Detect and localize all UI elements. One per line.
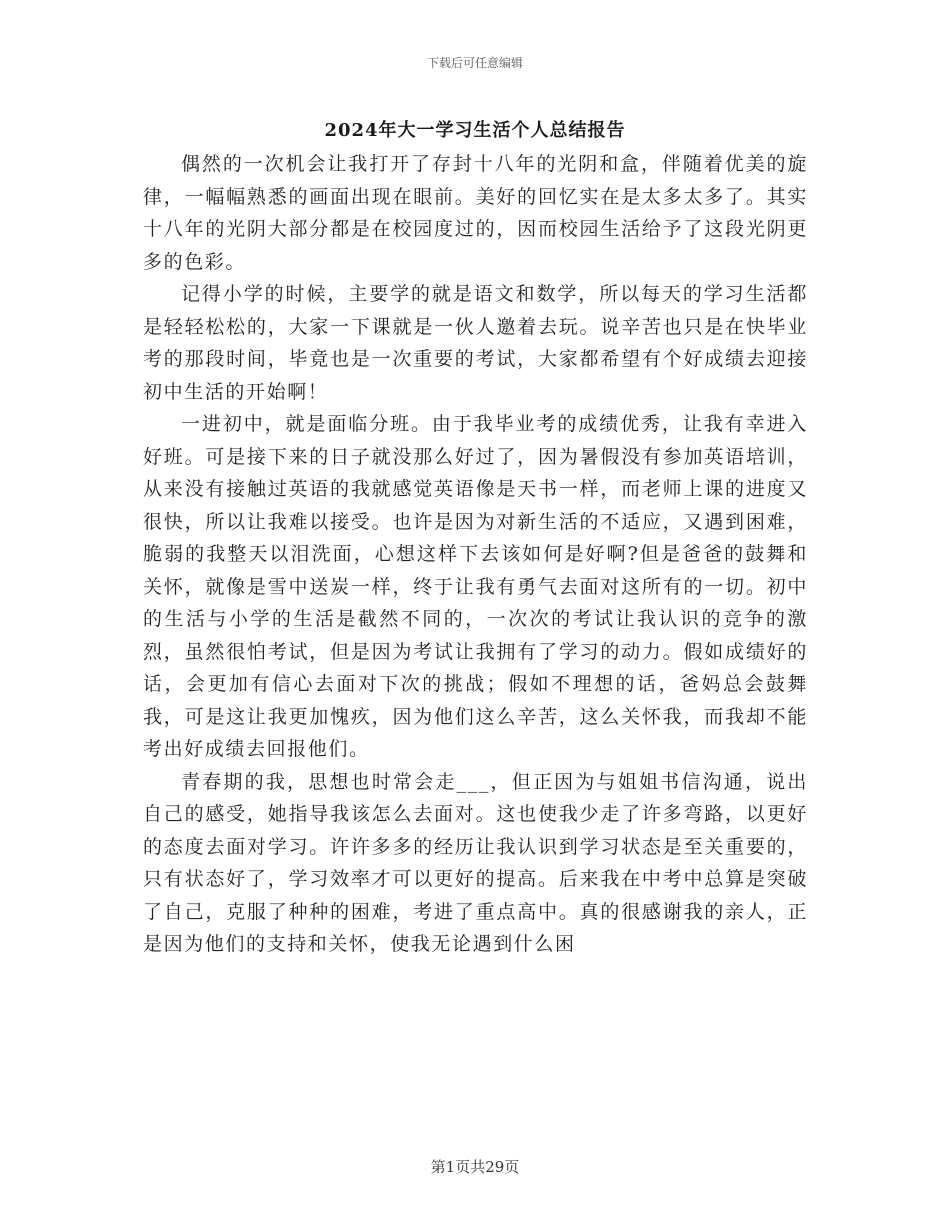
paragraph: 记得小学的时候，主要学的就是语文和数学，所以每天的学习生活都是轻轻松松的，大家一下课就是一伙人邀着去玩。说辛苦也只是在快毕业考的那段时间，毕竟也是一次重要的考试，大家都希望有个好成绩去迎接初中生活的开始啊！	[143, 283, 808, 403]
page-footer: 第1页共29页	[430, 1158, 520, 1176]
header-note: 下载后可任意编辑	[426, 56, 523, 70]
paragraph: 一进初中，就是面临分班。由于我毕业考的成绩优秀，让我有幸进入好班。可是接下来的日子就没那么好过了，因为暑假没有参加英语培训，从来没有接触过英语的我就感觉英语像是天书一样，而老师上课的进度又很快，所以让我难以接受。也许是因为对新生活的不适应，又遇到困难，脆弱的我整天以泪洗面，心想这样下去该如何是好啊?但是爸爸的鼓舞和关怀，就像是雪中送炭一样，终于让我有勇气去面对这所有的一切。初中的生活与小学的生活是截然不同的，一次次的考试让我认识的竞争的激烈，虽然很怕考试，但是因为考试让我拥有了学习的动力。假如成绩好的话，会更加有信心去面对下次的挑战；假如不理想的话，爸妈总会鼓舞我，可是这让我更加愧疚，因为他们这么辛苦，这么关怀我，而我却不能考出好成绩去回报他们。	[143, 413, 808, 760]
document-title: 2024年大一学习生活个人总结报告	[324, 120, 626, 141]
paragraph: 青春期的我，思想也时常会走___，但正因为与姐姐书信沟通，说出自己的感受，她指导我该怎么去面对。这也使我少走了许多弯路，以更好的态度去面对学习。许许多多的经历让我认识到学习状态是至关重要的，只有状态好了，学习效率才可以更好的提高。后来我在中考中总算是突破了自己，克服了种种的困难，考进了重点高中。真的很感谢我的亲人，正是因为他们的支持和关怀，使我无论遇到什么困	[143, 770, 808, 955]
document-body	[143, 148, 808, 961]
paragraph: 偶然的一次机会让我打开了存封十八年的光阴和盒，伴随着优美的旋律，一幅幅熟悉的画面出现在眼前。美好的回忆实在是太多太多了。其实十八年的光阴大部分都是在校园度过的，因而校园生活给予了这段光阴更多的色彩。	[143, 153, 808, 273]
